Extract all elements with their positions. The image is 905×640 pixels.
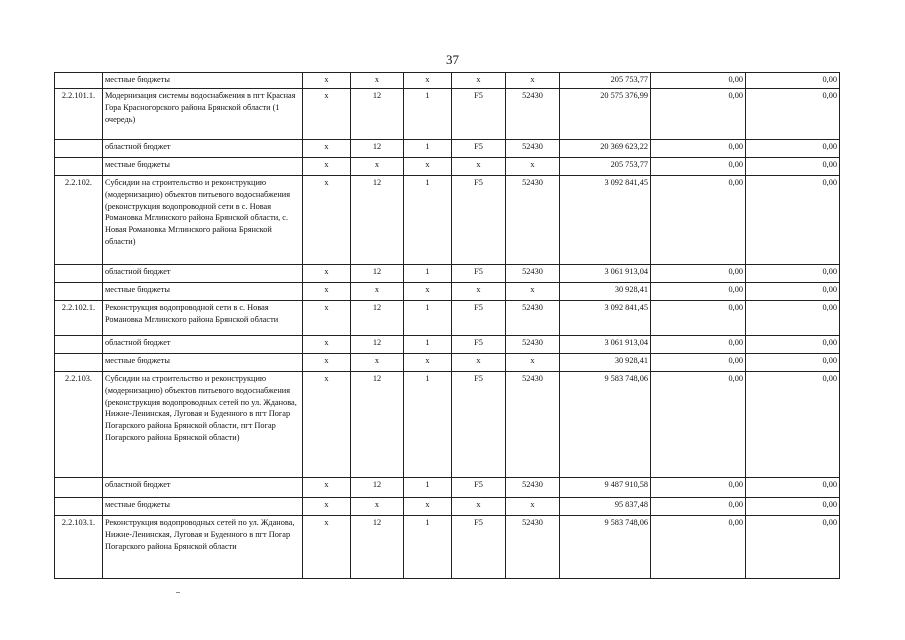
page-number: 37	[446, 52, 459, 67]
row-value1-cell: 0,00	[651, 265, 746, 283]
row-col4-cell: x	[452, 73, 506, 89]
row-col2-cell: 12	[351, 336, 404, 354]
table-row	[55, 265, 840, 283]
row-value2-cell: 0,00	[746, 301, 840, 336]
row-code-cell: 2.2.103.	[55, 372, 103, 478]
row-col5-cell: 52430	[506, 89, 560, 140]
row-value2-cell: 0,00	[746, 283, 840, 301]
row-col5-cell: 52430	[506, 372, 560, 478]
row-col2-cell: x	[351, 73, 404, 89]
row-col4-cell: x	[452, 354, 506, 372]
row-name-cell: местные бюджеты	[103, 283, 303, 301]
table-row	[55, 372, 840, 478]
row-code-cell	[55, 336, 103, 354]
row-col2-cell: 12	[351, 516, 404, 579]
table-row	[55, 498, 840, 516]
row-col5-cell: 52430	[506, 176, 560, 265]
row-col1-cell: x	[303, 336, 351, 354]
row-name-cell: Реконструкция водопроводных сетей по ул. Жданова, Нижне-Ленинская, Луговая и Буденного в пгт Погар Погарского района Брянской области	[103, 516, 303, 579]
row-value1-cell: 0,00	[651, 158, 746, 176]
row-col2-cell: 12	[351, 301, 404, 336]
row-col1-cell: x	[303, 89, 351, 140]
row-value1-cell: 0,00	[651, 516, 746, 579]
row-col2-cell: 12	[351, 478, 404, 498]
row-col5-cell: 52430	[506, 265, 560, 283]
row-col1-cell: x	[303, 265, 351, 283]
row-amount-cell: 9 487 910,58	[560, 478, 651, 498]
row-code-cell	[55, 498, 103, 516]
row-col2-cell: x	[351, 498, 404, 516]
row-col5-cell: 52430	[506, 140, 560, 158]
table-row	[55, 73, 840, 89]
row-name-cell: местные бюджеты	[103, 354, 303, 372]
row-amount-cell: 3 092 841,45	[560, 176, 651, 265]
row-value2-cell: 0,00	[746, 265, 840, 283]
row-col5-cell: 52430	[506, 516, 560, 579]
row-amount-cell: 9 583 748,06	[560, 516, 651, 579]
row-amount-cell: 20 575 376,99	[560, 89, 651, 140]
row-code-cell: 2.2.102.1.	[55, 301, 103, 336]
row-col3-cell: 1	[404, 372, 452, 478]
row-name-cell: местные бюджеты	[103, 158, 303, 176]
row-col3-cell: x	[404, 354, 452, 372]
row-col4-cell: F5	[452, 89, 506, 140]
row-value2-cell: 0,00	[746, 158, 840, 176]
row-amount-cell: 3 061 913,04	[560, 336, 651, 354]
row-amount-cell: 205 753,77	[560, 158, 651, 176]
row-name-cell: местные бюджеты	[103, 498, 303, 516]
row-col1-cell: x	[303, 516, 351, 579]
row-col5-cell: 52430	[506, 301, 560, 336]
row-code-cell	[55, 478, 103, 498]
row-name-cell: Субсидии на строительство и реконструкцию (модернизацию) объектов питьевого водоснабжения (реконструкция водопроводной сети в с. Новая Романовка Мглинского района Брянской области, с. Новая Романовка Мглинского района Брянской области)	[103, 176, 303, 265]
row-col4-cell: x	[452, 158, 506, 176]
row-col2-cell: x	[351, 158, 404, 176]
row-value2-cell: 0,00	[746, 73, 840, 89]
row-value1-cell: 0,00	[651, 301, 746, 336]
table-row	[55, 354, 840, 372]
row-col3-cell: x	[404, 158, 452, 176]
row-code-cell	[55, 354, 103, 372]
row-value1-cell: 0,00	[651, 372, 746, 478]
row-amount-cell: 3 092 841,45	[560, 301, 651, 336]
row-col3-cell: 1	[404, 265, 452, 283]
row-name-cell: областной бюджет	[103, 265, 303, 283]
row-col3-cell: x	[404, 283, 452, 301]
row-col1-cell: x	[303, 478, 351, 498]
row-code-cell: 2.2.101.1.	[55, 89, 103, 140]
row-name-cell: областной бюджет	[103, 478, 303, 498]
row-value1-cell: 0,00	[651, 336, 746, 354]
row-value2-cell: 0,00	[746, 498, 840, 516]
row-col1-cell: x	[303, 372, 351, 478]
row-code-cell	[55, 265, 103, 283]
table-row	[55, 301, 840, 336]
row-col3-cell: 1	[404, 89, 452, 140]
scan-mark	[176, 592, 180, 593]
row-value1-cell: 0,00	[651, 283, 746, 301]
row-col3-cell: x	[404, 498, 452, 516]
table-row	[55, 336, 840, 354]
row-amount-cell: 205 753,77	[560, 73, 651, 89]
table-row	[55, 176, 840, 265]
row-amount-cell: 30 928,41	[560, 283, 651, 301]
row-name-cell: областной бюджет	[103, 336, 303, 354]
row-value2-cell: 0,00	[746, 478, 840, 498]
row-col5-cell: x	[506, 158, 560, 176]
row-value1-cell: 0,00	[651, 498, 746, 516]
row-name-cell: Модернизация системы водоснабжения в пгт Красная Гора Красногорского района Брянской области (1 очередь)	[103, 89, 303, 140]
row-col3-cell: 1	[404, 140, 452, 158]
row-amount-cell: 30 928,41	[560, 354, 651, 372]
row-col2-cell: x	[351, 283, 404, 301]
row-col4-cell: F5	[452, 265, 506, 283]
row-col2-cell: 12	[351, 265, 404, 283]
row-col4-cell: F5	[452, 372, 506, 478]
row-col2-cell: 12	[351, 140, 404, 158]
row-col2-cell: 12	[351, 176, 404, 265]
table-row	[55, 516, 840, 579]
row-name-cell: Субсидии на строительство и реконструкцию (модернизацию) объектов питьевого водоснабжения (реконструкция водопроводных сетей по ул. Жданова, Нижне-Ленинская, Луговая и Буденного в пгт Погар Погарского района Брянской области, пгт Погар Погарского района Брянской области)	[103, 372, 303, 478]
row-name-cell: областной бюджет	[103, 140, 303, 158]
row-col1-cell: x	[303, 140, 351, 158]
row-name-cell: местные бюджеты	[103, 73, 303, 89]
row-col5-cell: x	[506, 498, 560, 516]
row-code-cell	[55, 283, 103, 301]
row-col1-cell: x	[303, 158, 351, 176]
row-col3-cell: 1	[404, 336, 452, 354]
row-code-cell	[55, 140, 103, 158]
row-col5-cell: x	[506, 354, 560, 372]
row-value2-cell: 0,00	[746, 140, 840, 158]
row-value2-cell: 0,00	[746, 372, 840, 478]
row-amount-cell: 20 369 623,22	[560, 140, 651, 158]
row-col4-cell: F5	[452, 478, 506, 498]
budget-table	[54, 72, 840, 579]
row-col2-cell: 12	[351, 372, 404, 478]
row-value2-cell: 0,00	[746, 354, 840, 372]
row-col4-cell: F5	[452, 516, 506, 579]
row-value2-cell: 0,00	[746, 336, 840, 354]
row-col4-cell: x	[452, 498, 506, 516]
table-row	[55, 478, 840, 498]
row-col1-cell: x	[303, 283, 351, 301]
row-value1-cell: 0,00	[651, 478, 746, 498]
row-col3-cell: 1	[404, 176, 452, 265]
table-row	[55, 89, 840, 140]
row-col3-cell: 1	[404, 516, 452, 579]
row-col1-cell: x	[303, 301, 351, 336]
row-col4-cell: F5	[452, 336, 506, 354]
table-row	[55, 158, 840, 176]
row-amount-cell: 9 583 748,06	[560, 372, 651, 478]
row-code-cell	[55, 158, 103, 176]
row-col5-cell: 52430	[506, 478, 560, 498]
row-col5-cell: x	[506, 73, 560, 89]
row-col2-cell: x	[351, 354, 404, 372]
row-code-cell	[55, 73, 103, 89]
row-amount-cell: 3 061 913,04	[560, 265, 651, 283]
row-value2-cell: 0,00	[746, 89, 840, 140]
row-col1-cell: x	[303, 176, 351, 265]
table-row	[55, 140, 840, 158]
row-col4-cell: F5	[452, 140, 506, 158]
row-code-cell: 2.2.102.	[55, 176, 103, 265]
row-col2-cell: 12	[351, 89, 404, 140]
row-code-cell: 2.2.103.1.	[55, 516, 103, 579]
row-col4-cell: F5	[452, 176, 506, 265]
row-col3-cell: 1	[404, 478, 452, 498]
row-value1-cell: 0,00	[651, 73, 746, 89]
row-col4-cell: x	[452, 283, 506, 301]
row-col1-cell: x	[303, 498, 351, 516]
row-value1-cell: 0,00	[651, 89, 746, 140]
row-value1-cell: 0,00	[651, 140, 746, 158]
row-col3-cell: x	[404, 73, 452, 89]
row-col1-cell: x	[303, 73, 351, 89]
table-row	[55, 283, 840, 301]
row-value1-cell: 0,00	[651, 354, 746, 372]
row-value1-cell: 0,00	[651, 176, 746, 265]
row-value2-cell: 0,00	[746, 176, 840, 265]
row-col4-cell: F5	[452, 301, 506, 336]
row-name-cell: Реконструкция водопроводной сети в с. Новая Романовка Мглинского района Брянской области	[103, 301, 303, 336]
row-col5-cell: x	[506, 283, 560, 301]
row-col1-cell: x	[303, 354, 351, 372]
row-col5-cell: 52430	[506, 336, 560, 354]
row-value2-cell: 0,00	[746, 516, 840, 579]
row-amount-cell: 95 837,48	[560, 498, 651, 516]
row-col3-cell: 1	[404, 301, 452, 336]
